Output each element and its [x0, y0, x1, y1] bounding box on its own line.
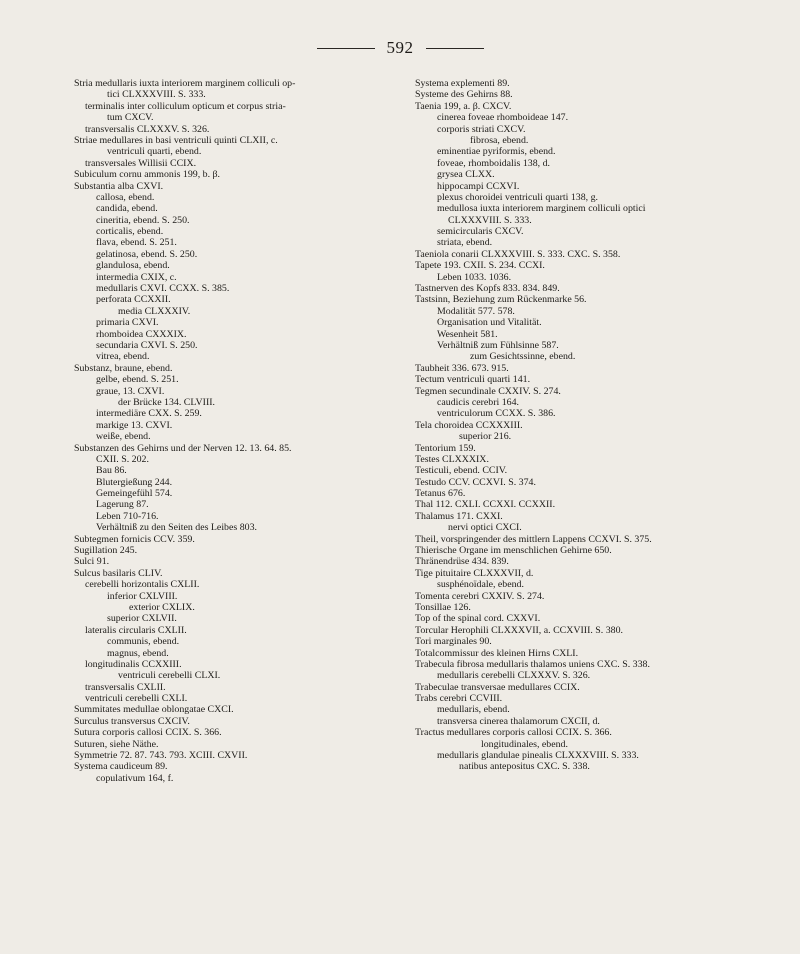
- index-entry: CLXXXVIII. S. 333.: [448, 214, 532, 226]
- index-entry: Organisation und Vitalität.: [437, 317, 542, 329]
- index-entry: Tractus medullares corporis callosi CCIX. S. 366.: [415, 727, 612, 739]
- index-entry: medullaris CXVI. CCXX. S. 385.: [96, 283, 230, 295]
- index-entry: ventriculorum CCXX. S. 386.: [437, 408, 556, 420]
- index-entry: Totalcommissur des kleinen Hirns CXLI.: [415, 647, 579, 659]
- index-entry: transversalis CXLII.: [85, 681, 166, 693]
- index-entry: gelatinosa, ebend. S. 250.: [96, 248, 198, 260]
- index-entry: Tentorium 159.: [415, 442, 476, 454]
- page-number: 592: [386, 38, 414, 57]
- index-entry: inferior CXLVIII.: [107, 590, 178, 602]
- index-entry: Striae medullares in basi ventriculi quinti CLXII, c.: [74, 134, 278, 146]
- index-entry: Tori marginales 90.: [415, 636, 492, 648]
- index-entry: der Brücke 134. CLVIII.: [118, 396, 215, 408]
- index-entry: Symmetrie 72. 87. 743. 793. XCIII. CXVII.: [74, 750, 248, 762]
- index-entry: Suturen, siehe Näthe.: [74, 738, 159, 750]
- header-rule-right: [426, 48, 484, 49]
- index-entry: ventriculi cerebelli CXLI.: [85, 693, 188, 705]
- index-entry: exterior CXLIX.: [129, 601, 195, 613]
- index-entry: vitrea, ebend.: [96, 351, 150, 363]
- index-entry: transversa cinerea thalamorum CXCII, d.: [437, 715, 600, 727]
- page-header: [0, 38, 800, 58]
- index-entry: Tastnerven des Kopfs 833. 834. 849.: [415, 283, 560, 295]
- index-entry: Gemeingefühl 574.: [96, 488, 173, 500]
- index-entry: Subiculum cornu ammonis 199, b. β.: [74, 169, 221, 181]
- index-entry: medullaris, ebend.: [437, 704, 510, 716]
- index-entry: weiße, ebend.: [96, 431, 151, 443]
- index-entry: Verhältniß zu den Seiten des Leibes 803.: [96, 522, 257, 534]
- index-entry: callosa, ebend.: [96, 191, 155, 203]
- index-entry: Tonsillae 126.: [415, 601, 471, 613]
- index-entry: tici CLXXXVIII. S. 333.: [107, 89, 206, 101]
- index-entry: corporis striati CXCV.: [437, 123, 526, 135]
- index-entry: Thierische Organe im menschlichen Gehirne 650.: [415, 545, 612, 557]
- index-entry: lateralis circularis CXLII.: [85, 624, 187, 636]
- index-entry: gelbe, ebend. S. 251.: [96, 374, 179, 386]
- index-entry: Taeniola conarii CLXXXVIII. S. 333. CXC. S. 358.: [415, 248, 621, 260]
- index-entry: tum CXCV.: [107, 112, 154, 124]
- index-entry: Tige pituitaire CLXXXVII, d.: [415, 567, 534, 579]
- index-entry: Trabeculae transversae medullares CCIX.: [415, 681, 580, 693]
- index-entry: glandulosa, ebend.: [96, 260, 170, 272]
- index-entry: Trabs cerebri CCVIII.: [415, 693, 503, 705]
- index-entry: Tomenta cerebri CXXIV. S. 274.: [415, 590, 545, 602]
- index-entry: secundaria CXVI. S. 250.: [96, 339, 198, 351]
- index-entry: Lagerung 87.: [96, 499, 149, 511]
- index-entry: Taubheit 336. 673. 915.: [415, 362, 509, 374]
- index-entry: Leben 1033. 1036.: [437, 271, 512, 283]
- index-entry: Subtegmen fornicis CCV. 359.: [74, 533, 195, 545]
- index-entry: flava, ebend. S. 251.: [96, 237, 177, 249]
- index-entry: perforata CCXXII.: [96, 294, 171, 306]
- index-entry: media CLXXXIV.: [118, 305, 191, 317]
- index-entry: Thalamus 171. CXXI.: [415, 510, 503, 522]
- index-entry: fibrosa, ebend.: [470, 134, 529, 146]
- index-entry: Blutergießung 244.: [96, 476, 173, 488]
- index-entry: Top of the spinal cord. CXXVI.: [415, 613, 541, 625]
- index-entry: Tapete 193. CXII. S. 234. CCXI.: [415, 260, 545, 272]
- index-entry: semicircularis CXCV.: [437, 226, 524, 238]
- index-entry: Tastsinn, Beziehung zum Rückenmarke 56.: [415, 294, 587, 306]
- index-entry: medullosa iuxta interiorem marginem colliculi optici: [437, 203, 646, 215]
- index-entry: Substanz, braune, ebend.: [74, 362, 173, 374]
- index-entry: eminentiae pyriformis, ebend.: [437, 146, 556, 158]
- index-entry: ventriculi cerebelli CLXI.: [118, 670, 221, 682]
- index-entry: caudicis cerebri 164.: [437, 396, 519, 408]
- index-entry: Thal 112. CXLI. CCXXI. CCXXII.: [415, 499, 556, 511]
- index-entry: communis, ebend.: [107, 636, 180, 648]
- index-entry: Trabecula fibrosa medullaris thalamos uniens CXC. S. 338.: [415, 658, 650, 670]
- index-entry: Leben 710-716.: [96, 510, 159, 522]
- index-entry: longitudinales, ebend.: [481, 738, 568, 750]
- index-entry: copulativum 164, f.: [96, 772, 174, 784]
- index-column-right: [415, 78, 770, 773]
- index-entry: CXII. S. 202.: [96, 453, 149, 465]
- index-entry: Tetanus 676.: [415, 488, 466, 500]
- index-entry: Summitates medullae oblongatae CXCI.: [74, 704, 234, 716]
- index-entry: cerebelli horizontalis CXLII.: [85, 579, 200, 591]
- index-entry: plexus choroidei ventriculi quarti 138, g.: [437, 191, 598, 203]
- index-entry: zum Gesichtssinne, ebend.: [470, 351, 576, 363]
- index-entry: Substantia alba CXVI.: [74, 180, 164, 192]
- index-column-left: [74, 78, 404, 784]
- index-entry: Testes CLXXXIX.: [415, 453, 489, 465]
- index-entry: Testudo CCV. CCXVI. S. 374.: [415, 476, 536, 488]
- index-entry: cinerea foveae rhomboideae 147.: [437, 112, 569, 124]
- index-entry: markige 13. CXVI.: [96, 419, 173, 431]
- index-entry: Surculus transversus CXCIV.: [74, 715, 190, 727]
- index-entry: Systema explementi 89.: [415, 78, 510, 89]
- index-entry: Systema caudiceum 89.: [74, 761, 168, 773]
- index-entry: terminalis inter colliculum opticum et corpus stria-: [85, 100, 286, 112]
- index-entry: Bau 86.: [96, 465, 127, 477]
- index-entry: grysea CLXX.: [437, 169, 495, 181]
- index-entry: Sugillation 245.: [74, 545, 138, 557]
- index-entry: Stria medullaris iuxta interiorem marginem colliculi op-: [74, 78, 296, 89]
- index-entry: medullaris cerebelli CLXXXV. S. 326.: [437, 670, 591, 682]
- index-entry: Thränendrüse 434. 839.: [415, 556, 509, 568]
- index-entry: Sulcus basilaris CLIV.: [74, 567, 163, 579]
- index-entry: cineritia, ebend. S. 250.: [96, 214, 190, 226]
- index-entry: Verhältniß zum Fühlsinne 587.: [437, 339, 559, 351]
- index-entry: Torcular Herophili CLXXXVII, a. CCXVIII. S. 380.: [415, 624, 624, 636]
- index-entry: transversalis CLXXXV. S. 326.: [85, 123, 210, 135]
- index-entry: Sulci 91.: [74, 556, 110, 568]
- index-entry: medullaris glandulae pinealis CLXXXVIII. S. 333.: [437, 750, 639, 762]
- index-entry: transversales Willisii CCIX.: [85, 157, 197, 169]
- index-entry: ventriculi quarti, ebend.: [107, 146, 202, 158]
- index-entry: Tela choroidea CCXXXIII.: [415, 419, 523, 431]
- index-entry: Sutura corporis callosi CCIX. S. 366.: [74, 727, 222, 739]
- index-entry: Systeme des Gehirns 88.: [415, 89, 513, 101]
- index-entry: striata, ebend.: [437, 237, 493, 249]
- index-entry: Testiculi, ebend. CCIV.: [415, 465, 508, 477]
- index-entry: superior CXLVII.: [107, 613, 177, 625]
- index-entry: foveae, rhomboidalis 138, d.: [437, 157, 550, 169]
- index-entry: graue, 13. CXVI.: [96, 385, 165, 397]
- index-entry: corticalis, ebend.: [96, 226, 164, 238]
- index-entry: nervi optici CXCI.: [448, 522, 522, 534]
- index-entry: susphénoïdale, ebend.: [437, 579, 524, 591]
- index-entry: Modalität 577. 578.: [437, 305, 515, 317]
- index-entry: intermediäre CXX. S. 259.: [96, 408, 202, 420]
- index-entry: Tectum ventriculi quarti 141.: [415, 374, 531, 386]
- header-rule-left: [317, 48, 375, 49]
- index-entry: Wesenheit 581.: [437, 328, 498, 340]
- index-entry: Tegmen secundinale CXXIV. S. 274.: [415, 385, 561, 397]
- index-entry: candida, ebend.: [96, 203, 158, 215]
- index-entry: primaria CXVI.: [96, 317, 159, 329]
- index-entry: Substanzen des Gehirns und der Nerven 12. 13. 64. 85.: [74, 442, 292, 454]
- index-entry: longitudinalis CCXXIII.: [85, 658, 182, 670]
- index-entry: rhomboidea CXXXIX.: [96, 328, 187, 340]
- index-entry: magnus, ebend.: [107, 647, 169, 659]
- index-entry: hippocampi CCXVI.: [437, 180, 520, 192]
- index-entry: intermedia CXIX, c.: [96, 271, 177, 283]
- index-entry: Taenia 199, a. β. CXCV.: [415, 100, 512, 112]
- index-entry: superior 216.: [459, 431, 512, 443]
- index-entry: natibus antepositus CXC. S. 338.: [459, 761, 590, 773]
- index-entry: Theil, vorspringender des mittlern Lappens CCXVI. S. 375.: [415, 533, 652, 545]
